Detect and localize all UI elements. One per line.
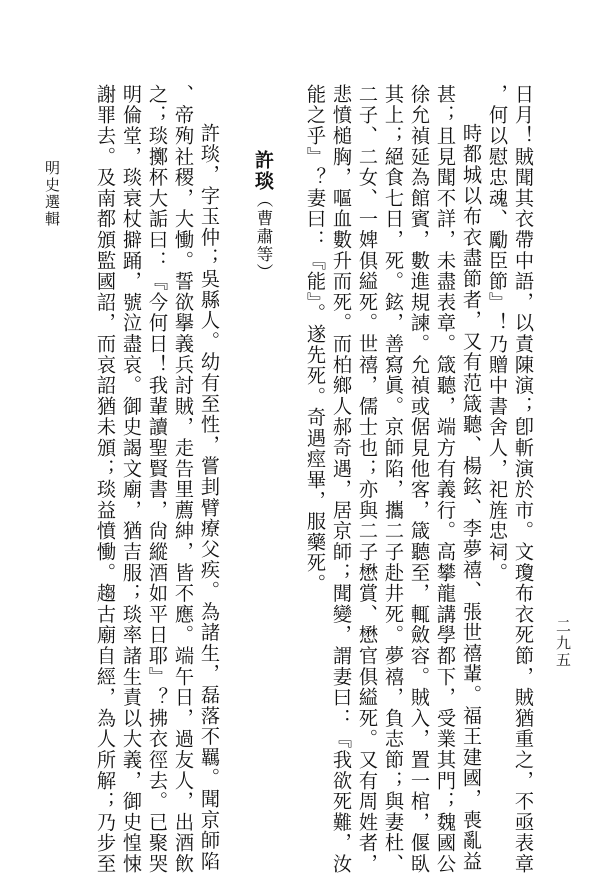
page-number: 二九五 [554,618,572,669]
text-line: 二子、二女、一婢俱縊死。世禧，儒士也；亦與二子懋賞、懋官俱縊死。又有周姓者， [356,84,379,875]
text-line: 悲憤槌胸，嘔血數升而死。而柏鄉人郝奇遇，居京師；聞變，謂妻曰：『我欲死難，汝 [330,84,353,875]
text-line: 、帝殉社稷，大慟。誓欲擧義兵討賊，走告里薦紳，皆不應。端午日，過友人，出酒飲 [172,84,195,875]
text-line: 謝罪去。及南都頒監國詔，而哀詔猶未頒；琰益憤慟。趨古廟自經，為人所解；乃步至 [94,84,117,875]
text-line: 其上；絕食七日，死。鉉，善寫眞。京師陷，攜二子赴井死。夢禧，負志節；與妻杜、 [382,84,405,875]
text-line: 日月！賊聞其衣帶中語，以責陳演；卽斬演於市。文瓊布衣死節，賊猶重之，不亟表章 [512,84,535,875]
section-heading [250,150,276,282]
text-line: 徐允禎延為館賓，數進規諫。允禎或倨見他客，箴聽至，輒斂容。賊入，置一棺，偃臥 [408,84,431,875]
text-line: 明倫堂，琰衰杖擗踊，號泣盡哀。御史謁文廟，猶吉服；琰率諸生責以大義，御史惶悚 [120,84,143,875]
section-subtitle: （曹肅等） [254,191,273,282]
text-line: 甚；且見聞不詳，未盡表章。箴聽，端方有義行。高攀龍講學都下，受業其門；魏國公 [434,84,457,875]
text-line: ，何以慰忠魂、勵臣節』！乃贈中書舍人，祀旌忠祠。 [486,84,509,584]
text-line: 許琰，字玉仲；吳縣人。幼有至性，嘗刲臂療父疾。為諸生，磊落不羈。聞京師陷 [198,123,221,872]
section-title: 許琰 [252,150,274,192]
text-line: 之；琰擲杯大詬曰：『今何日！我輩讀聖賢書，尙縱酒如平日耶』？拂衣徑去。已聚哭 [146,84,169,875]
text-line: 能之乎』？妻曰：『能』。遂先死。奇遇痙畢，服藥死。 [304,84,327,595]
text-line: 時都城以布衣盡節者，又有范箴聽、楊鉉、李夢禧、張世禧輩。福王建國，喪亂益 [460,123,483,872]
running-title: 明史選輯 [43,160,61,228]
